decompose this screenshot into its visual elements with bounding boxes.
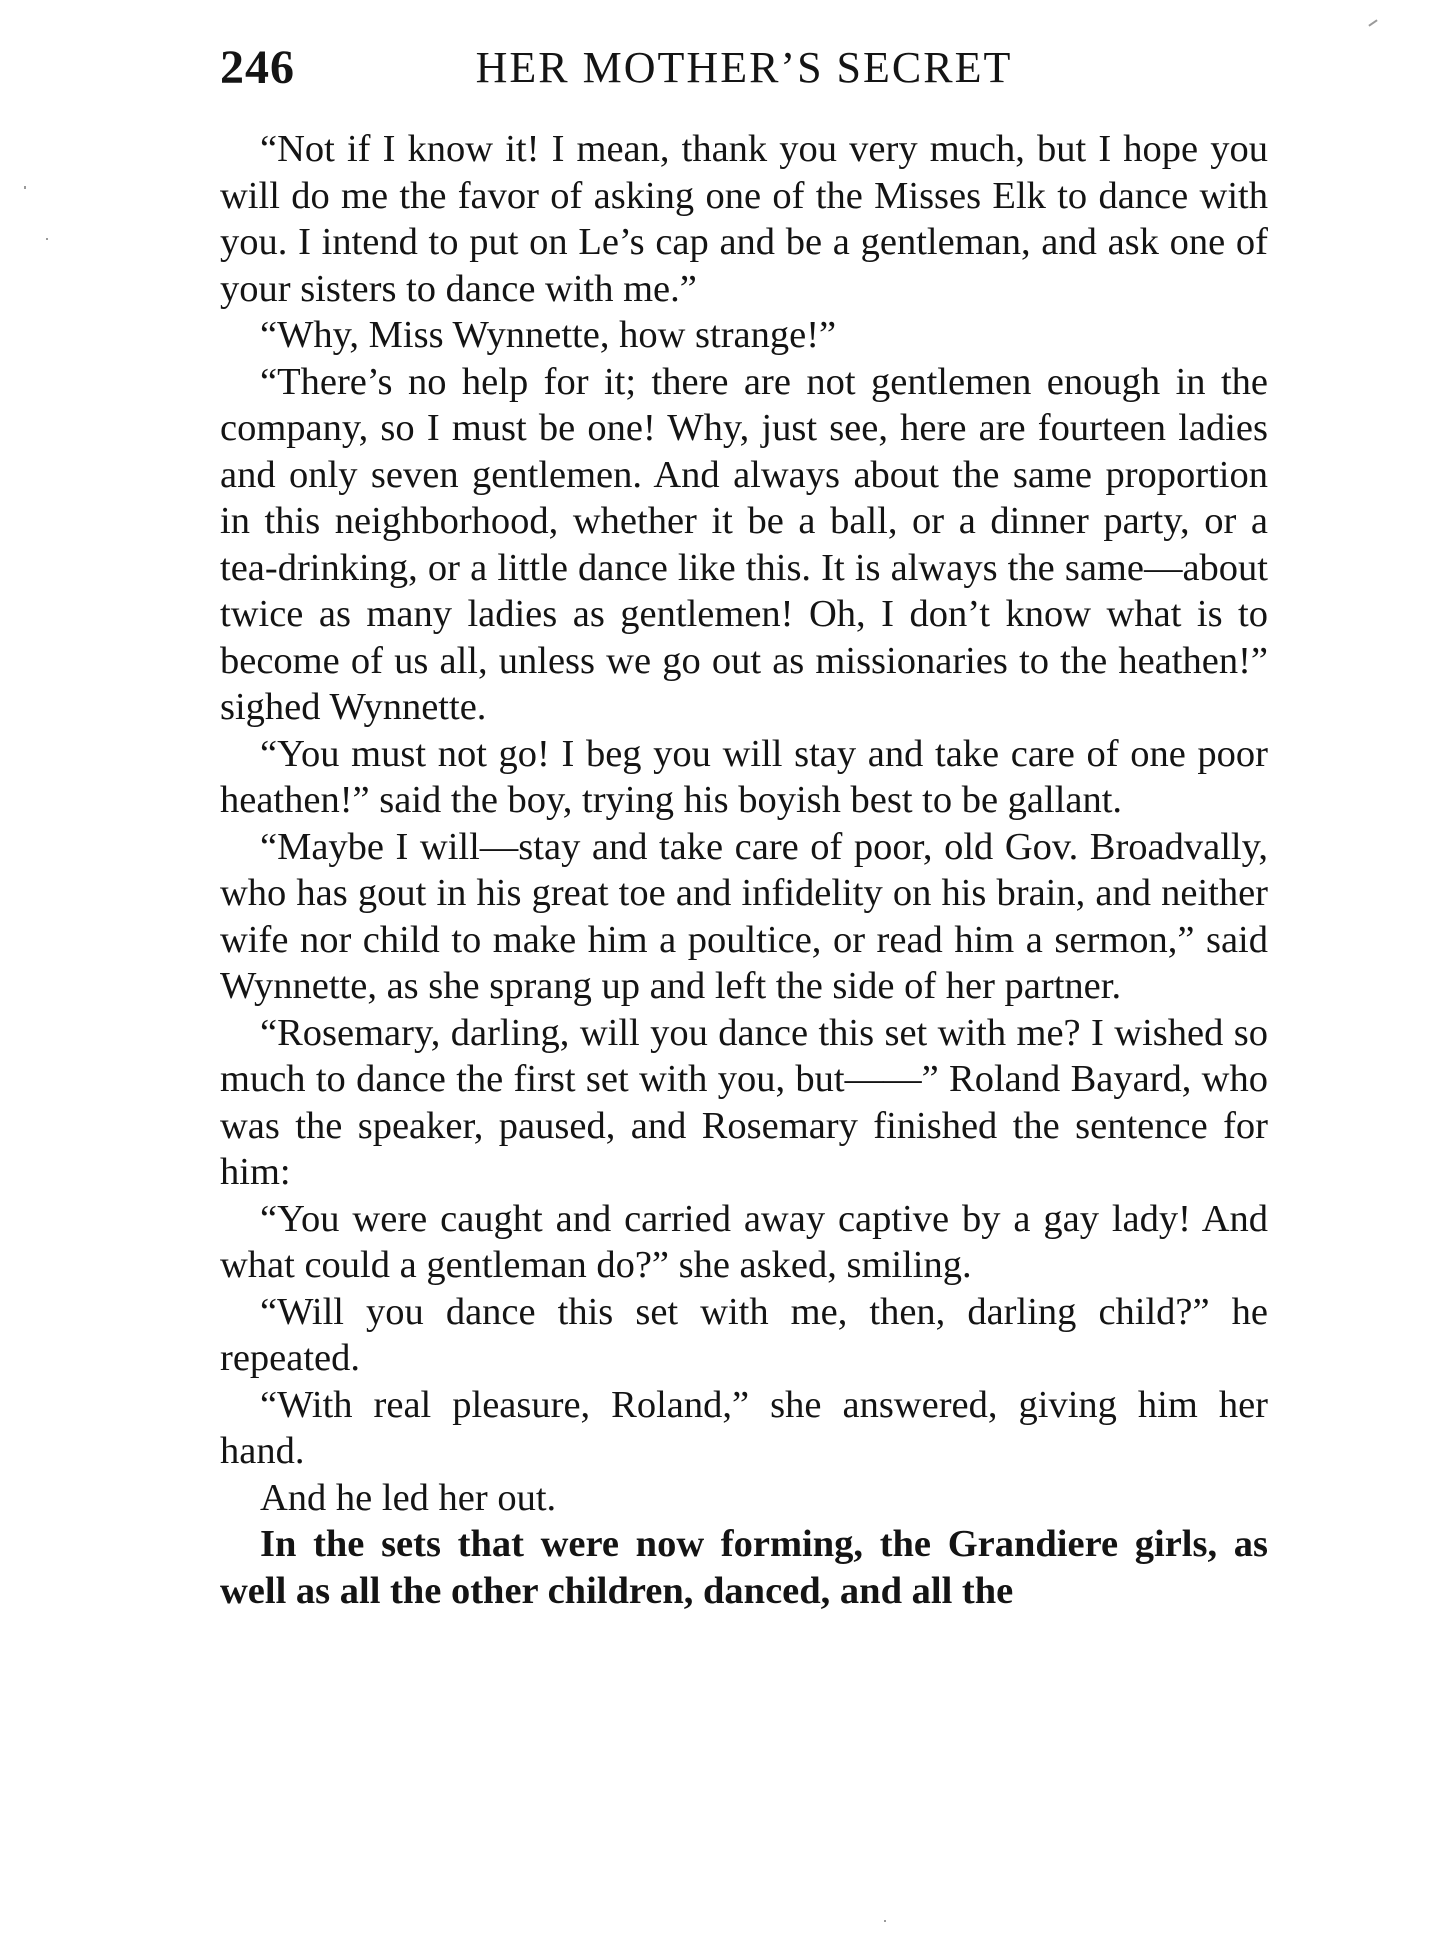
page-number: 246: [220, 41, 295, 94]
paragraph: “Rosemary, darling, will you dance this set with me? I wished so much to dance the first set with you, but——” Roland Bayard, who was the speaker, paused, and Rosemary finished the sentence for him:: [220, 1011, 1268, 1193]
paragraph: “With real pleasure, Roland,” she answered, giving him her hand.: [220, 1383, 1268, 1472]
paragraph: “There’s no help for it; there are not gentlemen enough in the company, so I must be one! Why, just see, here are fourteen ladies and only seven gentlemen. And always about the same proportion in this neighborhood, whether it be a ball, or a dinner party, or a tea-drinking, or a little dance like this. It is always the same—about twice as many ladies as gentlemen! Oh, I don’t know what is to become of us all, unless we go out as missionaries to the heathen!” sighed Wynnette.: [220, 360, 1268, 728]
scan-speck: [46, 238, 48, 240]
paragraph: “You must not go! I beg you will stay and take care of one poor heathen!” said the boy, trying his boyish best to be gallant.: [220, 732, 1268, 821]
paragraph: “Maybe I will—stay and take care of poor, old Gov. Broadvally, who has gout in his great toe and infidelity on his brain, and neither wife nor child to make him a poultice, or read him a sermon,” said Wynnette, as she sprang up and left the side of her partner.: [220, 825, 1268, 1007]
running-title: HER MOTHER’S SECRET: [475, 43, 1013, 92]
page-header: [220, 38, 1268, 98]
paragraph: “You were caught and carried away captive by a gay lady! And what could a gentleman do?” she asked, smiling.: [220, 1197, 1268, 1286]
paragraph: “Not if I know it! I mean, thank you very much, but I hope you will do me the favor of asking one of the Misses Elk to dance with you. I intend to put on Le’s cap and be a gentleman, and ask one of your sisters to dance with me.”: [220, 128, 1268, 310]
paragraph: “Will you dance this set with me, then, darling child?” he repeated.: [220, 1290, 1268, 1379]
scan-speck: [884, 1920, 886, 1922]
paragraph: In the sets that were now forming, the Grandiere girls, as well as all the other children, danced, and all the: [220, 1523, 1268, 1612]
scan-speck: [1368, 19, 1377, 26]
scan-speck: [24, 186, 26, 189]
body-text: [220, 126, 1268, 1614]
paragraph: “Why, Miss Wynnette, how strange!”: [260, 314, 837, 356]
paragraph: And he led her out.: [260, 1476, 557, 1519]
